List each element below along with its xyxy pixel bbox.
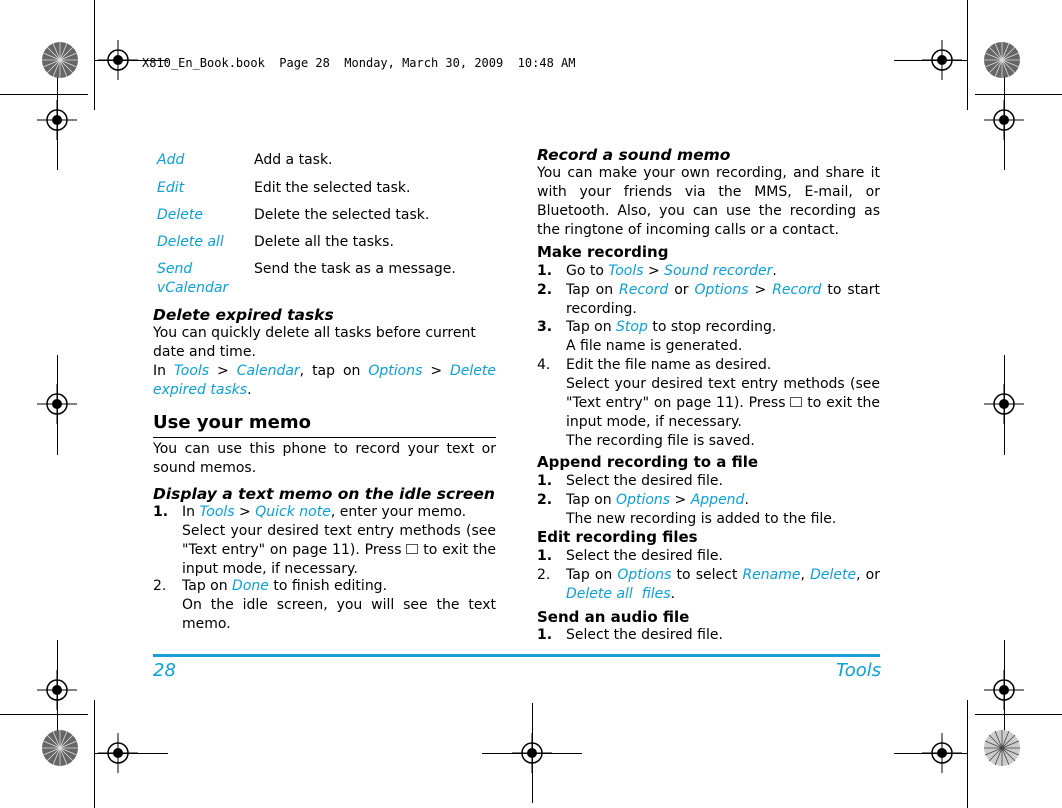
page-number: 28 [153,660,176,681]
table-term: Delete [157,207,203,223]
list-item: 1. Go to Tools > Sound recorder. [537,263,777,279]
list-item: 2. Tap on Record or Options > Record to start recording. [537,282,880,317]
list-item: 1. Select the desired file. [537,627,723,643]
subsection-heading: Send an audio file [537,608,690,626]
table-desc: Send the task as a message. [254,261,456,277]
list-item: 2. Tap on Options > Append. The new recording is added to the file. [537,492,837,527]
table-term: vCalendar [157,280,229,296]
table-desc: Delete all the tasks. [254,234,394,250]
section-heading: Record a sound memo [537,146,731,164]
starburst-icon [982,728,1022,768]
section-heading: Use your memo [153,412,311,433]
list-item: 2. Tap on Options to select Rename, Delete, or Delete all files. [537,567,880,602]
print-slug: X810_En_Book.book Page 28 Monday, March 30, 2009 10:48 AM [142,56,576,70]
table-term: Send [157,261,193,277]
starburst-icon [40,40,80,80]
crop-line [532,703,533,803]
section-heading: Display a text memo on the idle screen [153,485,495,503]
crop-line [57,355,58,455]
paragraph: You can use this phone to record your text or sound memos. [153,441,496,476]
crop-line [57,70,58,170]
table-desc: Edit the selected task. [254,180,411,196]
soft-key-icon [790,397,802,407]
list-item: 4. Edit the file name as desired. Select your desired text entry methods (see "Text entry" on page 11). Press to exit the input mode, if necessary. The recording file is saved. [537,357,881,449]
table-term: Edit [157,180,185,196]
footer-rule [153,654,880,657]
crop-line [894,753,967,754]
list-item: 3. Tap on Stop to stop recording. A file name is generated. [537,319,777,354]
crop-line [1004,355,1005,455]
starburst-icon [982,40,1022,80]
starburst-icon [40,728,80,768]
paragraph: You can quickly delete all tasks before current date and time. [153,325,476,360]
section-name: Tools [836,660,882,681]
list-item: 1. In Tools > Quick note, enter your memo. Select your desired text entry methods (see "Text entry" on page 11). Press to exit the input mode, if necessary. [153,504,497,577]
crop-line [57,640,58,740]
crop-line [894,60,967,61]
list-item: 1. Select the desired file. [537,548,723,564]
section-heading: Delete expired tasks [153,306,334,324]
table-desc: Delete the selected task. [254,207,430,223]
table-term: Add [157,152,185,168]
list-item: 2. Tap on Done to finish editing. On the idle screen, you will see the text memo. [153,578,496,632]
table-term: Delete all [157,234,224,250]
crop-line [1004,70,1005,170]
crop-line [1004,640,1005,740]
subsection-heading: Edit recording files [537,528,698,546]
soft-key-icon [406,544,418,554]
paragraph: You can make your own recording, and share it with your friends via the MMS, E-mail, or Bluetooth. Also, you can use the recording as the ringtone of incoming calls or a contact. [537,165,880,238]
subsection-heading: Make recording [537,243,669,261]
subsection-heading: Append recording to a file [537,453,759,471]
heading-rule [153,437,496,438]
list-item: 1. Select the desired file. [537,473,723,489]
crop-line [95,753,168,754]
table-desc: Add a task. [254,152,333,168]
paragraph: In Tools > Calendar, tap on Options > Delete expired tasks. [153,363,496,398]
